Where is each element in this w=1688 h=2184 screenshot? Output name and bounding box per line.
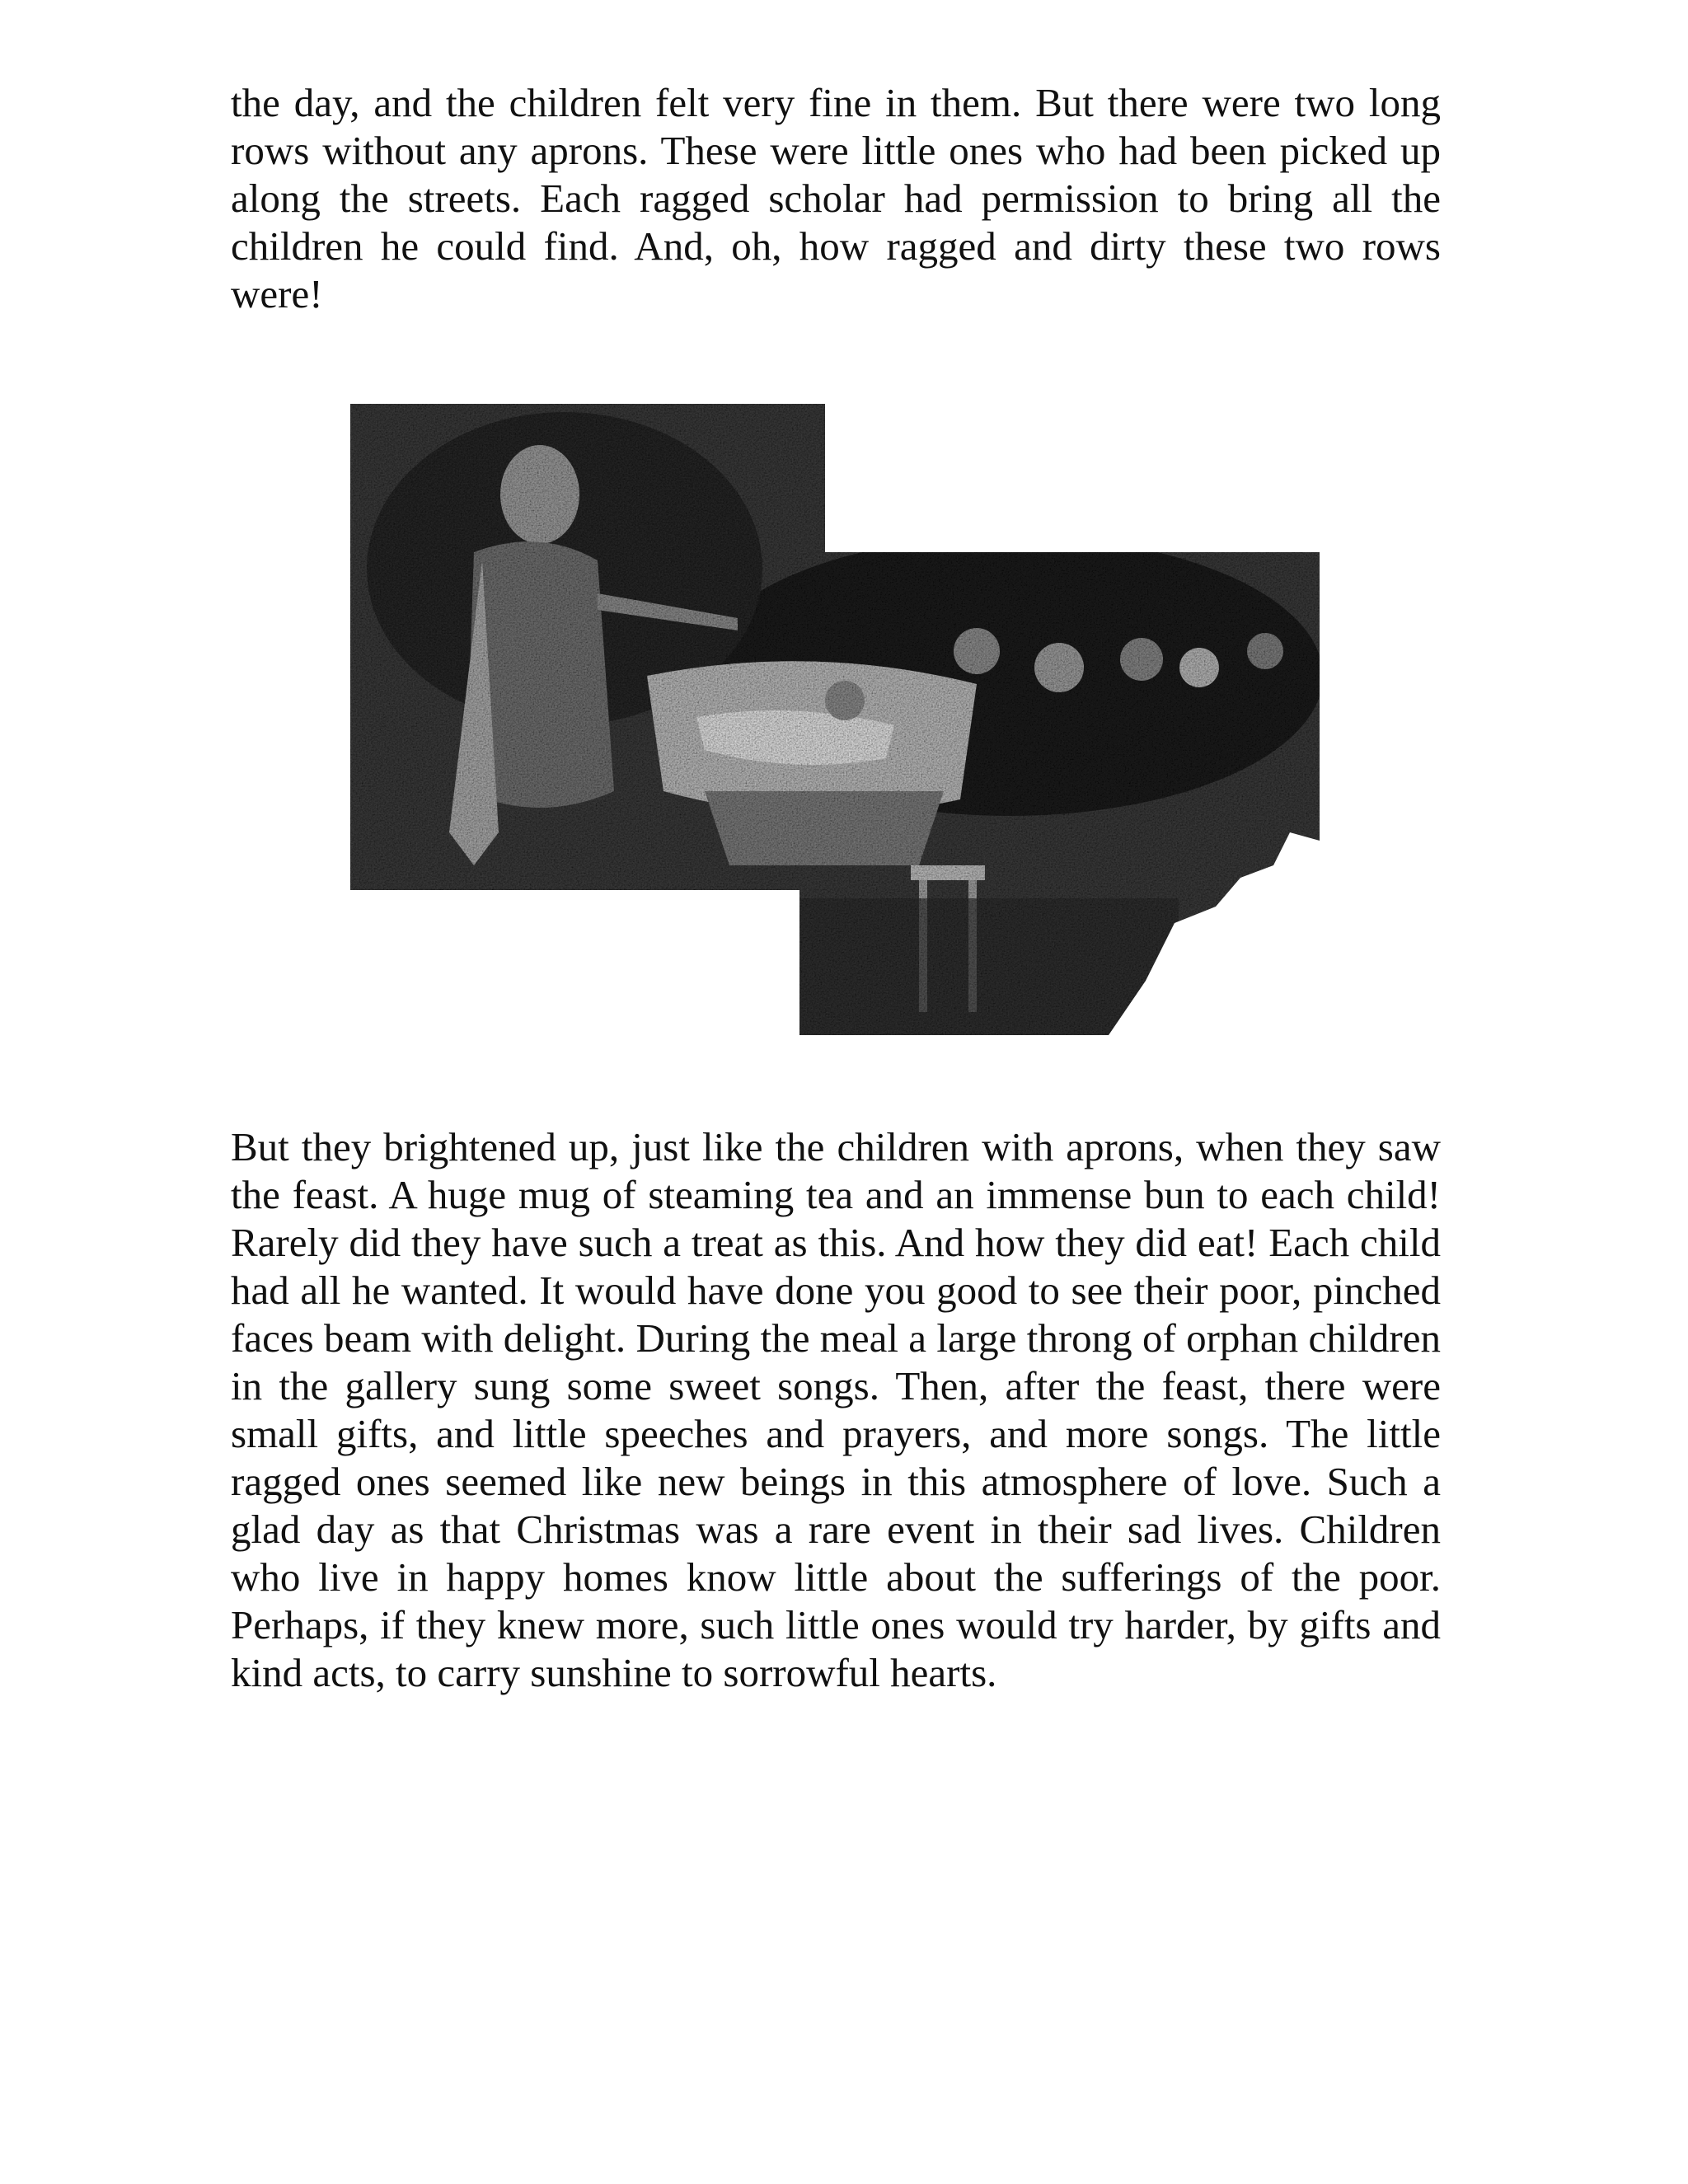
floor-shadow [799,898,1179,1035]
paragraph-bottom: But they brightened up, just like the children with aprons, when they saw the feast. A huge mug of steaming tea and an immense bun to each child! Rarely did they have such a treat as this. And how they did eat! Each child had all he wanted. It would have done you good to see their poor, pinched faces beam with delight. During the meal a large throng of orphan children in the gallery sung some sweet songs. Then, after the feast, there were small gifts, and little speeches and prayers, and more songs. The little ragged ones seemed like new beings in this atmosphere of love. Such a glad day as that Christmas was a rare event in their sad lives. Children who live in happy homes know little about the sufferings of the poor. Perhaps, if they knew more, such little ones would try harder, by gifts and kind acts, to carry sunshine to sorrowful hearts. [231,1124,1441,1695]
paragraph-top: the day, and the children felt very fine in them. But there were two long rows without any aprons. These were little ones who had been picked up along the streets. Each ragged scholar had permission to bring all the children he could find. And, oh, how ragged and dirty these two rows were! [231,80,1441,316]
feast-illustration [350,404,1320,1035]
